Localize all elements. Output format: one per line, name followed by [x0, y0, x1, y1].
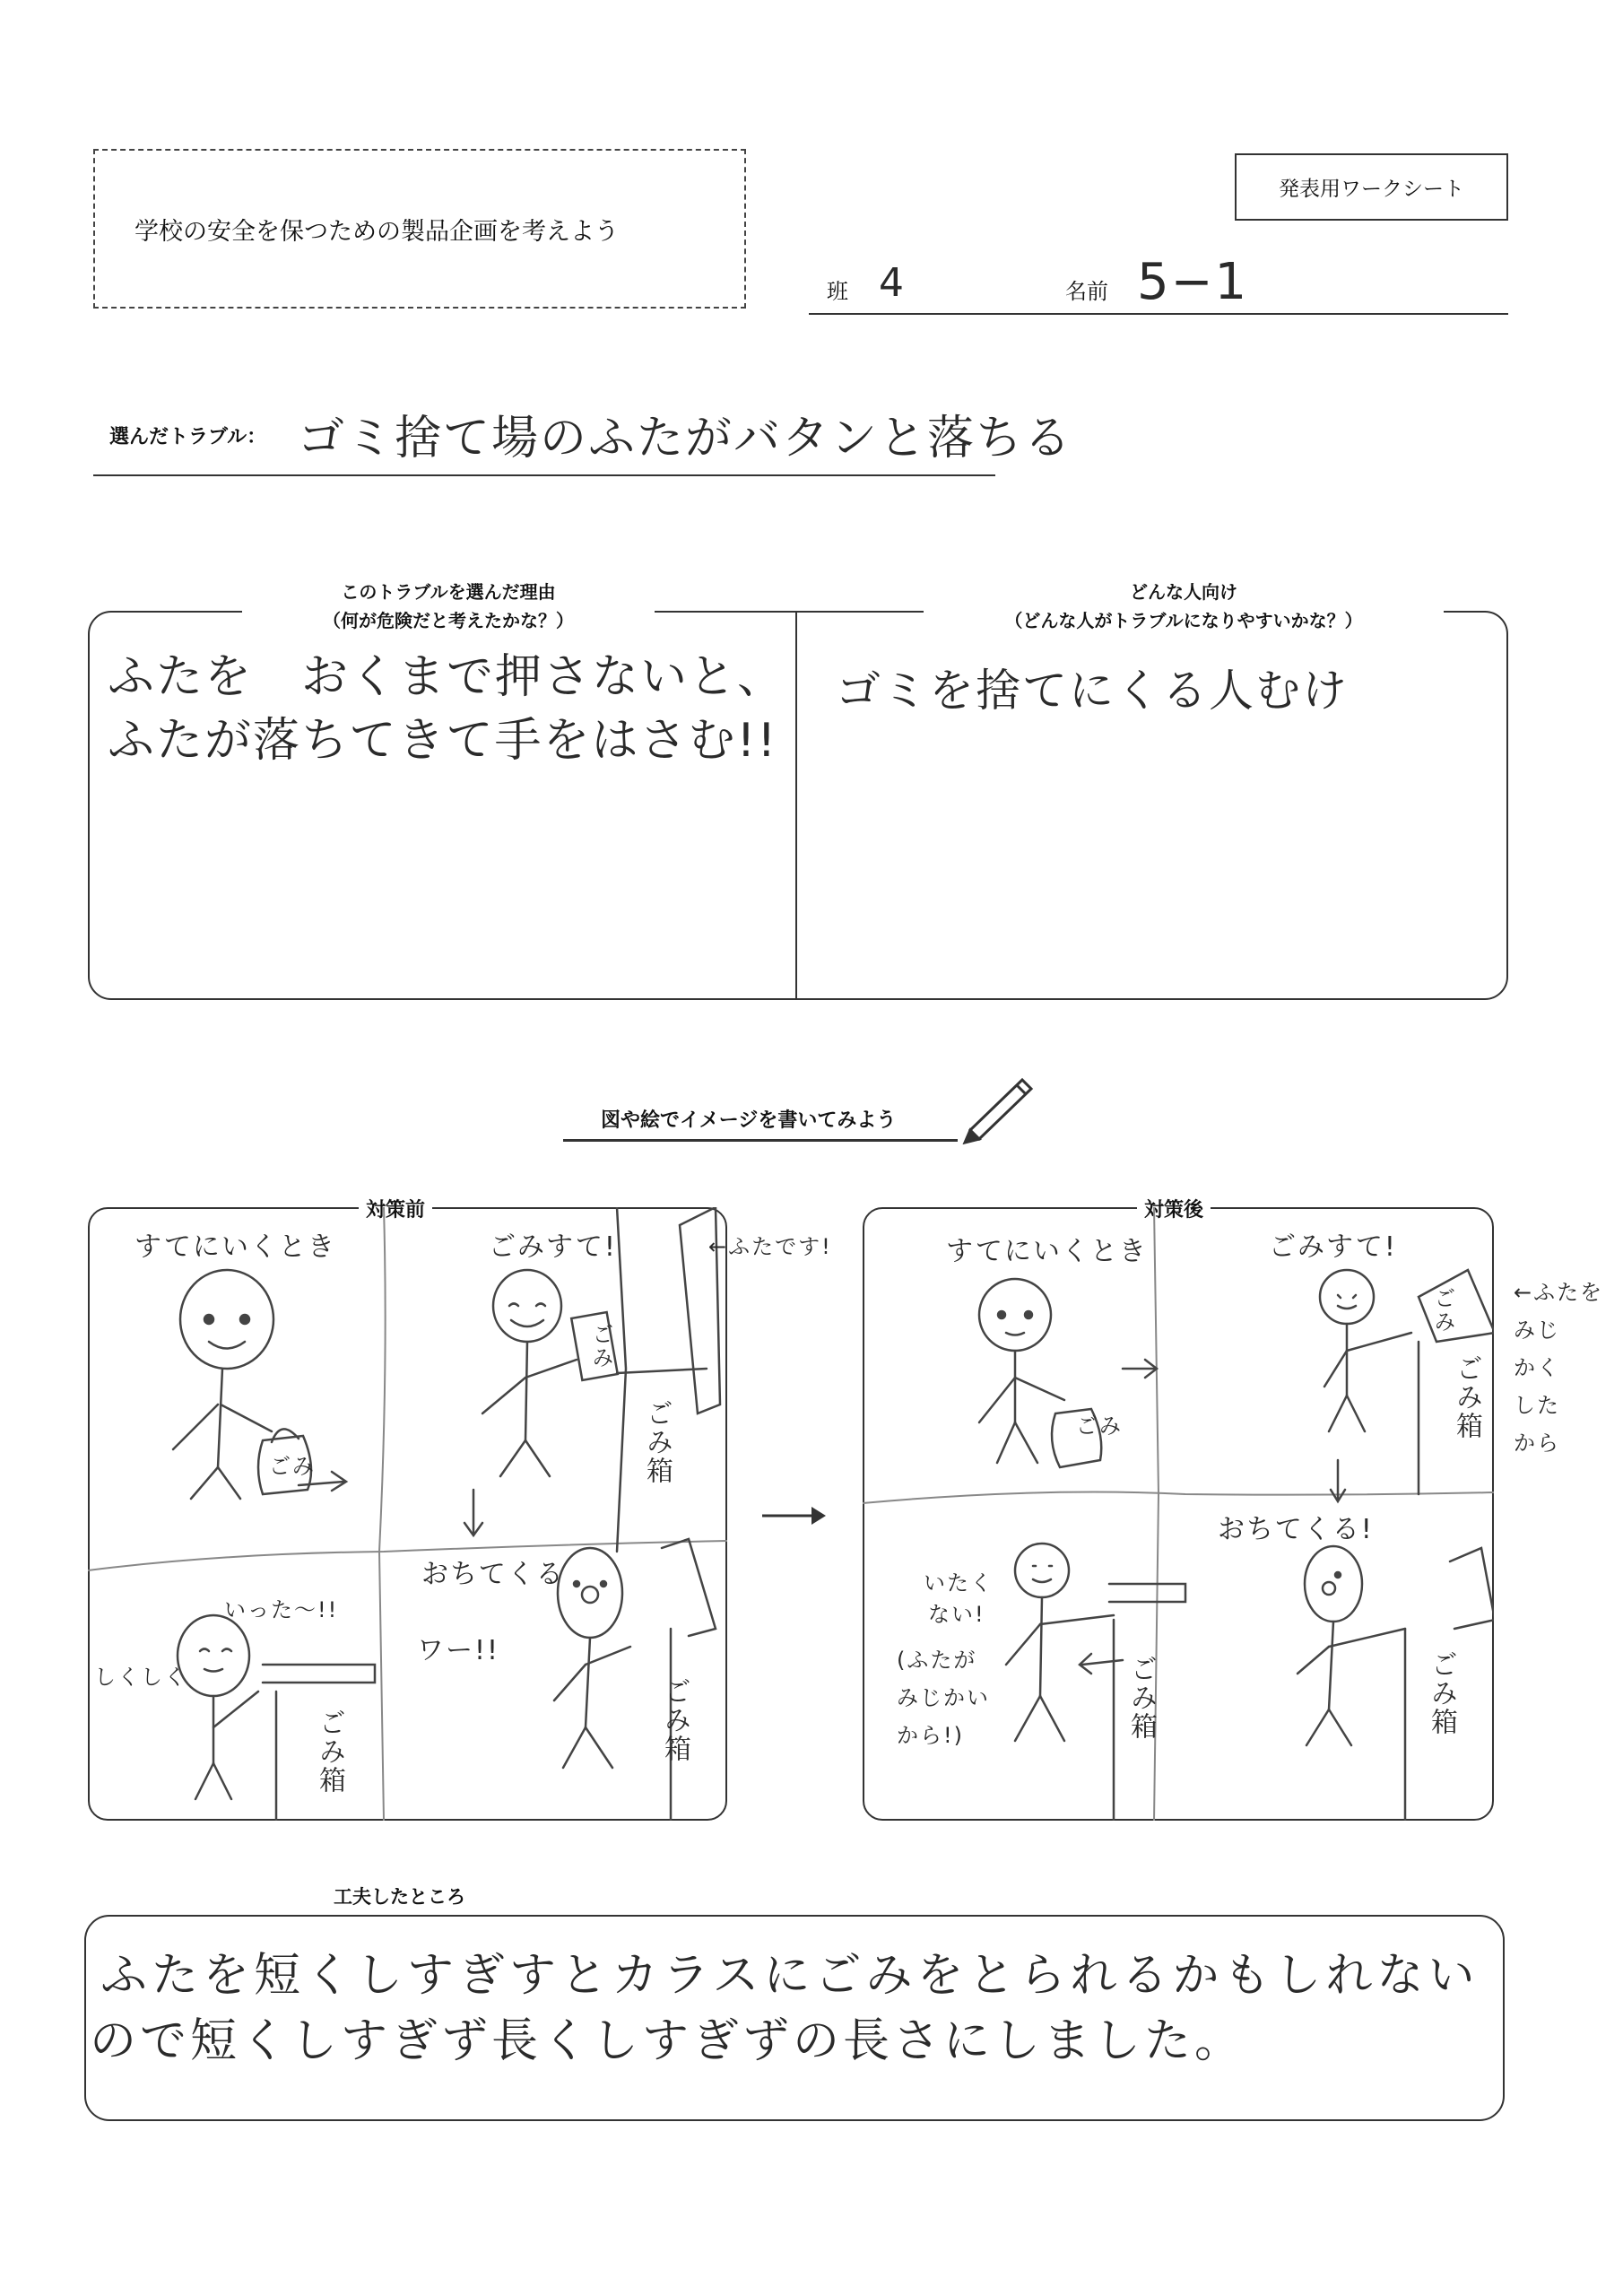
before-p3-bin-label: ごみ箱 [314, 1709, 345, 1795]
before-p2-caption: ごみすて! [489, 1231, 617, 1263]
before-p1-caption: すてにいくとき [135, 1231, 336, 1263]
after-p4-speech-line1: いたく [924, 1570, 994, 1596]
after-p3-bin-label: ごみ箱 [1426, 1650, 1457, 1736]
after-p2-note-line4: した [1514, 1393, 1560, 1418]
group-label: 班 [827, 279, 848, 304]
after-p1-bag-label: ごみ [1076, 1413, 1123, 1439]
before-p1-bag-label: ごみ [269, 1454, 316, 1479]
before-p2-bin-label: ごみ箱 [641, 1399, 673, 1485]
before-p4-shout: ワー!! [417, 1635, 500, 1666]
idea-text-line2: ので短くしすぎず長くしすぎずの長さにしました。 [90, 2014, 1245, 2068]
before-p3-cry: しくしく [94, 1665, 187, 1690]
after-p4-note [897, 1641, 990, 1754]
after-p2-note-line2: みじ [1514, 1318, 1560, 1343]
reason-title-line1: このトラブルを選んだ理由 [341, 581, 556, 603]
target-text: ゴミを捨てにくる人むけ [836, 665, 1349, 717]
target-title [924, 578, 1444, 635]
name-label: 名前 [1065, 279, 1108, 304]
after-p2-bag-label: ごみ [1430, 1287, 1455, 1334]
sheet-label: 発表用ワークシート [1235, 153, 1508, 221]
after-p2-note [1514, 1274, 1603, 1462]
pencil-icon [959, 1073, 1040, 1144]
group-value: 4 [879, 260, 906, 306]
idea-title: 工夫したところ [323, 1883, 476, 1909]
trouble-value: ゴミ捨て場のふたがバタンと落ちる [298, 412, 1073, 465]
drawing-prompt-underline [563, 1139, 958, 1142]
arrow-right-icon [758, 1500, 829, 1532]
after-p4-speech-line2: ない! [928, 1602, 985, 1627]
before-comic-drawing [88, 1207, 727, 1821]
before-p4-caption: おちてくる [421, 1559, 565, 1590]
before-panel-title: 対策前 [359, 1195, 432, 1222]
reason-text-line2: ふたが落ちてきて手をはさむ!! [108, 714, 778, 768]
name-value: 5−1 [1137, 253, 1249, 311]
after-p2-caption: ごみすて! [1269, 1231, 1397, 1263]
reason-text-line1: ふたを おくまで押さないと、 [108, 650, 786, 704]
after-p4-note-line3: から!) [897, 1723, 964, 1748]
target-title-line2: （どんな人がトラブルになりやすいかな？） [1004, 610, 1363, 631]
header-underline [809, 313, 1508, 315]
idea-text-line1: ふたを短くしすぎすとカラスにごみをとられるかもしれない [100, 1949, 1480, 2003]
trouble-label: 選んだトラブル： [109, 426, 267, 448]
theme-title: 学校の安全を保つための製品企画を考えよう [135, 218, 619, 246]
before-p2-lid-note: ←ふたです! [708, 1234, 832, 1259]
after-p2-note-line5: から [1514, 1431, 1560, 1456]
before-p3-sound: いった〜!! [224, 1597, 339, 1622]
after-p2-note-line3: かく [1514, 1355, 1560, 1380]
after-p2-bin-label: ごみ箱 [1451, 1354, 1482, 1440]
reason-target-divider [795, 611, 797, 1000]
before-p4-bin-label: ごみ箱 [659, 1677, 690, 1763]
after-p4-note-line1: (ふたが [897, 1648, 977, 1673]
reason-title [242, 578, 655, 635]
after-p4-bin-label: ごみ箱 [1125, 1655, 1157, 1741]
after-panel-title: 対策後 [1137, 1195, 1211, 1222]
reason-title-line2: （何が危険だと考えたかな？） [323, 610, 574, 631]
after-p3-caption: おちてくる! [1218, 1514, 1374, 1545]
trouble-underline [93, 474, 995, 476]
drawing-prompt: 図や絵でイメージを書いてみよう [601, 1109, 897, 1132]
after-p4-note-line2: みじかい [897, 1685, 990, 1710]
after-p2-note-line1: ←ふたを [1514, 1280, 1604, 1305]
after-p1-caption: すてにいくとき [946, 1236, 1148, 1267]
target-title-line1: どんな人向け [1130, 581, 1237, 603]
before-p2-bag-label: ごみ [588, 1323, 613, 1370]
